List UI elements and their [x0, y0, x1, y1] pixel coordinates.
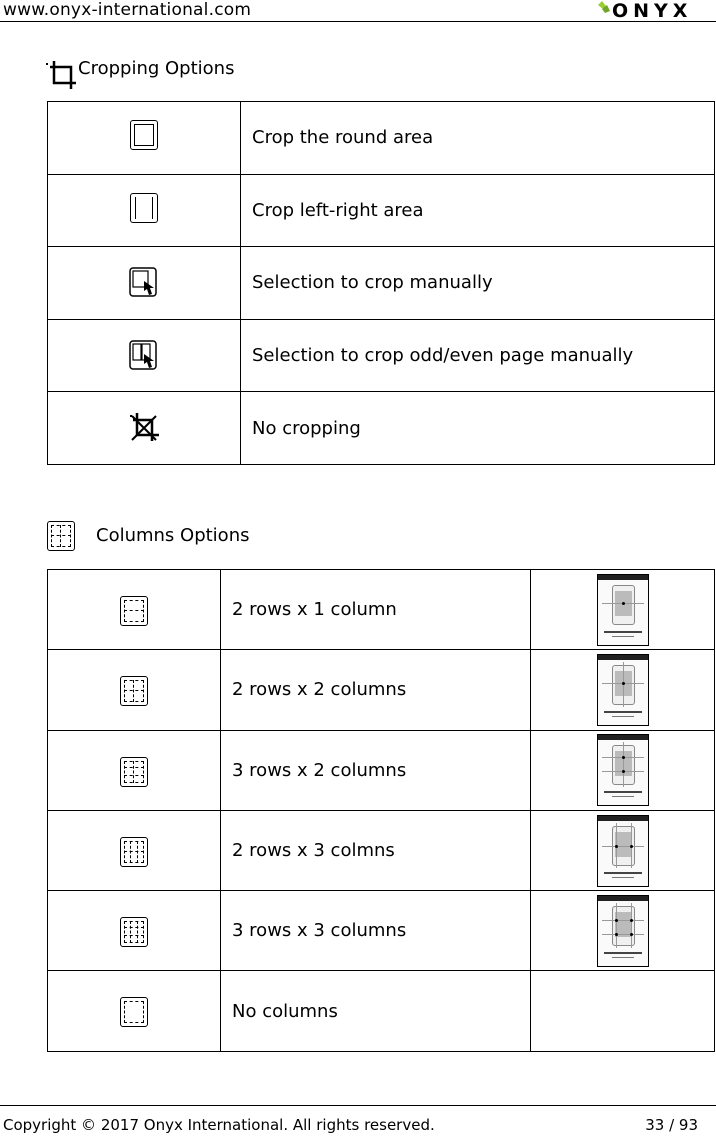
crop-round-area-icon — [130, 120, 158, 150]
preview-thumbnail — [597, 654, 649, 726]
cropping-options-title: Cropping Options — [78, 58, 235, 79]
table-row — [48, 891, 715, 971]
onyx-logo — [598, 0, 714, 20]
preview-thumbnail — [597, 574, 649, 646]
empty-preview-cell — [531, 971, 715, 1051]
footer-copyright: Copyright © 2017 Onyx International. All rights reserved. — [3, 1116, 435, 1134]
footer-divider — [0, 1105, 716, 1106]
columns-options-table — [47, 569, 715, 1052]
columns-icon — [47, 521, 75, 551]
no-crop-icon — [129, 413, 159, 443]
logo-text: ONYX — [612, 0, 693, 20]
table-row — [48, 971, 715, 1051]
option-label: 3 rows x 2 columns — [221, 730, 531, 810]
option-label: No columns — [221, 971, 531, 1051]
option-label: 3 rows x 3 columns — [221, 891, 531, 971]
option-label: Selection to crop odd/even page manually — [241, 319, 715, 392]
rows-3-cols-2-icon — [120, 757, 148, 787]
rows-3-cols-3-icon — [120, 917, 148, 947]
option-label: 2 rows x 1 column — [221, 570, 531, 650]
option-label: 2 rows x 2 columns — [221, 650, 531, 730]
table-row — [48, 650, 715, 730]
preview-thumbnail — [597, 815, 649, 887]
crop-left-right-icon — [130, 193, 158, 223]
table-row — [48, 319, 715, 392]
rows-2-cols-1-icon — [120, 596, 148, 626]
no-columns-icon — [120, 997, 148, 1027]
table-row — [48, 392, 715, 465]
option-label: No cropping — [241, 392, 715, 465]
header-divider — [0, 21, 716, 22]
header-url: www.onyx-international.com — [3, 0, 252, 20]
table-row — [48, 174, 715, 247]
rows-2-cols-3-icon — [120, 837, 148, 867]
page-number: 33 / 93 — [645, 1116, 698, 1134]
cropping-options-table — [47, 101, 715, 465]
preview-thumbnail — [597, 734, 649, 806]
page-header — [0, 0, 716, 24]
crop-odd-even-manual-icon — [129, 340, 159, 372]
crop-manual-icon — [129, 267, 159, 299]
crop-icon — [45, 61, 77, 91]
option-label: Selection to crop manually — [241, 247, 715, 320]
table-row — [48, 102, 715, 175]
table-row — [48, 570, 715, 650]
option-label: Crop the round area — [241, 102, 715, 175]
columns-options-title: Columns Options — [96, 525, 250, 546]
option-label: Crop left-right area — [241, 174, 715, 247]
option-label: 2 rows x 3 colmns — [221, 810, 531, 890]
table-row — [48, 810, 715, 890]
table-row — [48, 730, 715, 810]
rows-2-cols-2-icon — [120, 676, 148, 706]
preview-thumbnail — [597, 895, 649, 967]
table-row — [48, 247, 715, 320]
